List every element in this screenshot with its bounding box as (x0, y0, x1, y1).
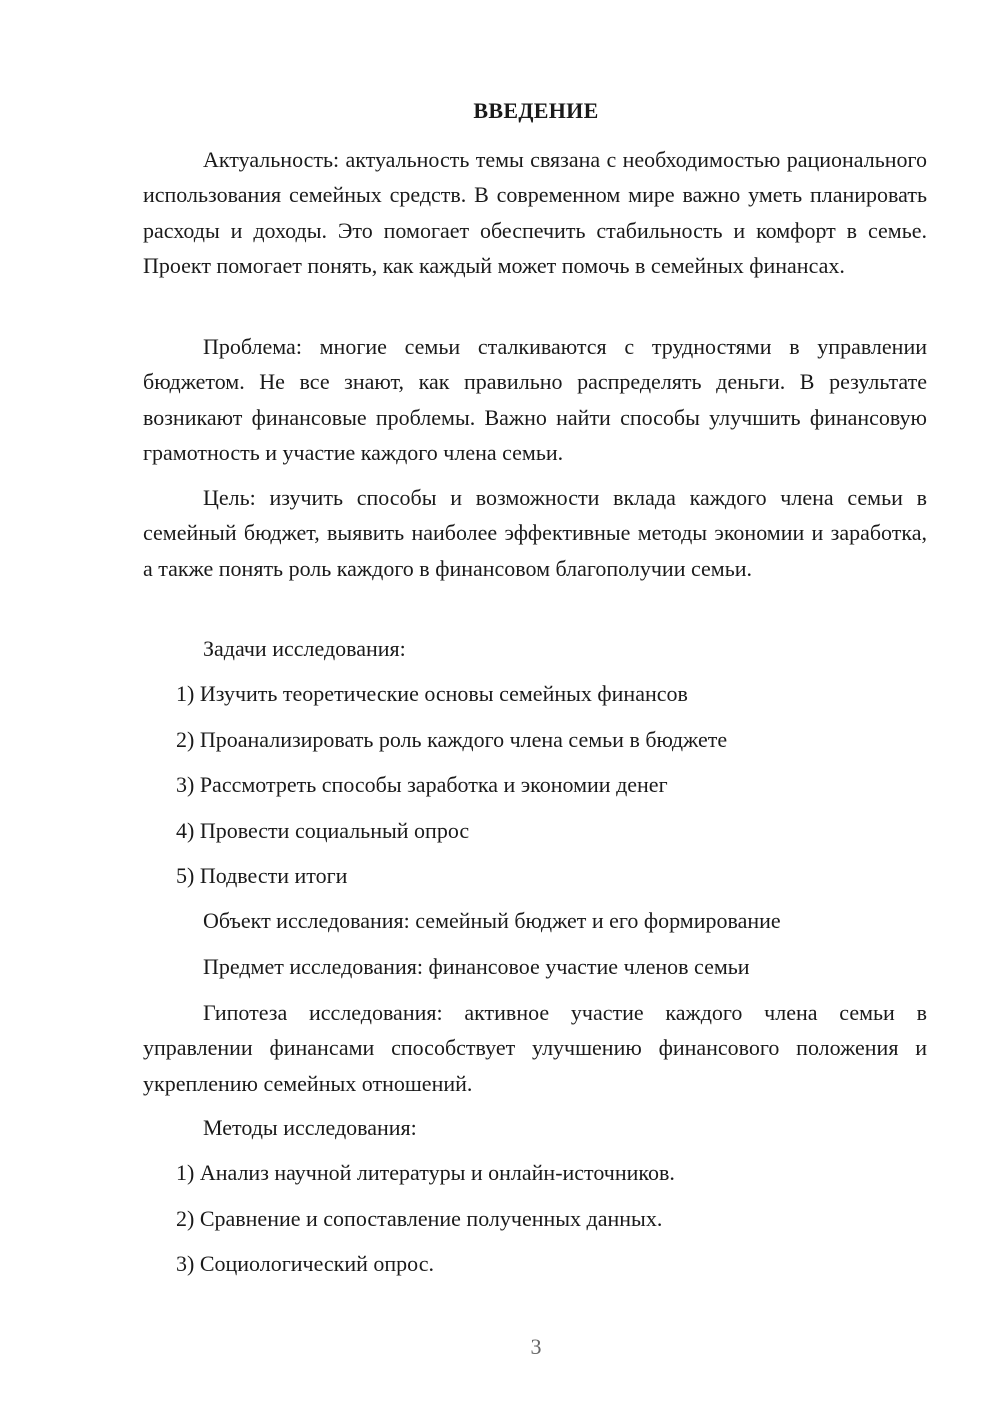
paragraph-relevance: Актуальность: актуальность темы связана с необходимостью рационального использования семейных средств. В современном мире важно уметь планировать расходы и доходы. Это помогает обеспечить стабильность и комфорт в семье. Проект помогает понять, как каждый может помочь в семейных финансах. (143, 147, 927, 278)
methods-heading: Методы исследования: (203, 1115, 417, 1140)
paragraph-hypothesis: Гипотеза исследования: активное участие каждого члена семьи в управлении финансами способствует улучшению финансового положения и укреплению семейных отношений. (143, 1000, 927, 1096)
list-item-task-2: 2) Проанализировать роль каждого члена семьи в бюджете (176, 727, 728, 752)
list-item-task-5: 5) Подвести итоги (176, 863, 348, 888)
list-item-task-1: 1) Изучить теоретические основы семейных финансов (176, 681, 688, 706)
list-item-method-2: 2) Сравнение и сопоставление полученных данных. (176, 1206, 663, 1231)
page-number: 3 (530, 1334, 542, 1359)
research-subject: Предмет исследования: финансовое участие членов семьи (203, 954, 750, 979)
page-title: ВВЕДЕНИЕ (473, 98, 599, 123)
list-item-task-4: 4) Провести социальный опрос (176, 818, 470, 843)
paragraph-problem: Проблема: многие семьи сталкиваются с трудностями в управлении бюджетом. Не все знают, как правильно распределять деньги. В результате возникают финансовые проблемы. Важно найти способы улучшить финансовую грамотность и участие каждого члена семьи. (143, 334, 927, 465)
list-item-task-3: 3) Рассмотреть способы заработка и экономии денег (176, 772, 668, 797)
tasks-heading: Задачи исследования: (203, 636, 406, 661)
research-object: Объект исследования: семейный бюджет и его формирование (203, 908, 781, 933)
list-item-method-3: 3) Социологический опрос. (176, 1251, 434, 1276)
paragraph-goal: Цель: изучить способы и возможности вклада каждого члена семьи в семейный бюджет, выявить наиболее эффективные методы экономии и заработка, а также понять роль каждого в финансовом благополучии семьи. (143, 485, 927, 581)
list-item-method-1: 1) Анализ научной литературы и онлайн-источников. (176, 1160, 675, 1185)
